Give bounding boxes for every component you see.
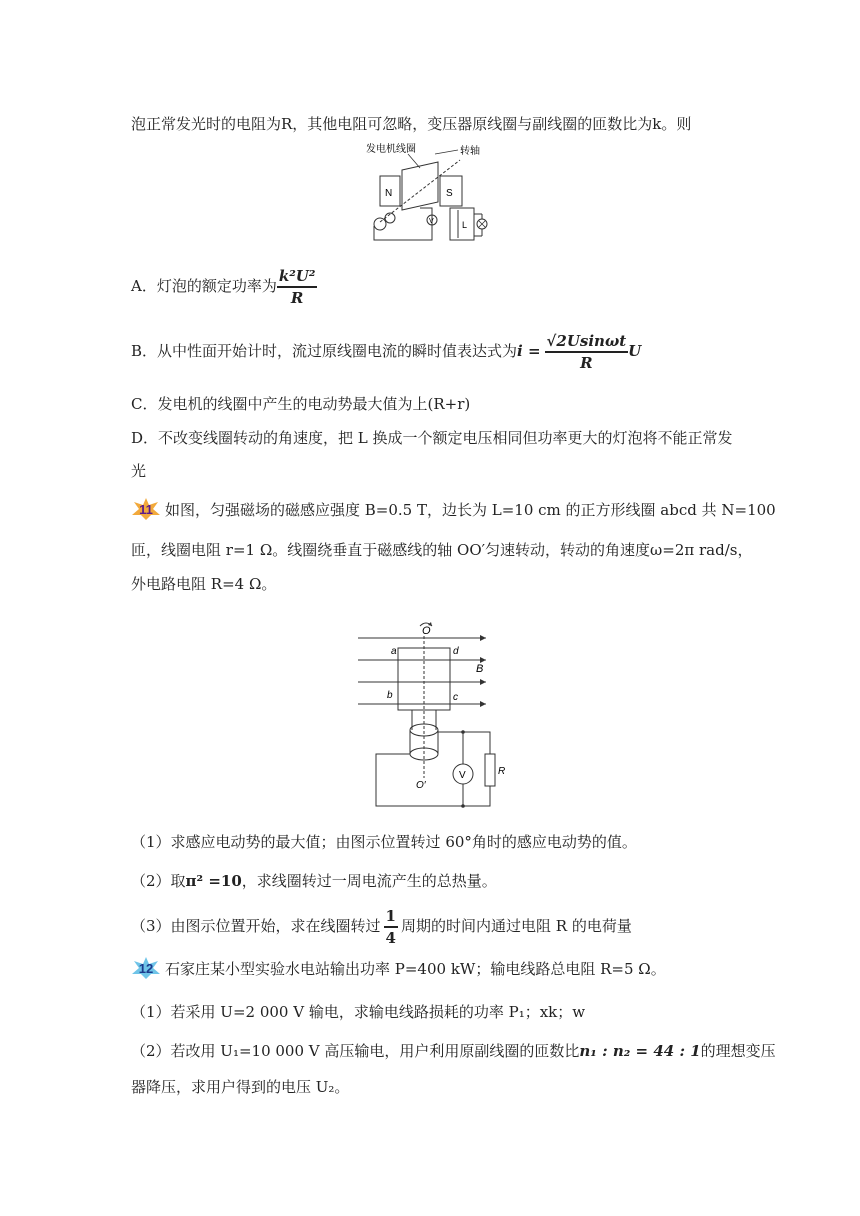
q12-line1 bbox=[131, 958, 666, 982]
fig2-v-label: V bbox=[459, 770, 466, 781]
option-b-numerator: √2Usinωt bbox=[545, 331, 629, 353]
option-a bbox=[131, 266, 317, 308]
q11-sub2-pre: （2）取 bbox=[131, 872, 186, 890]
fig2-d-label: d bbox=[453, 646, 459, 657]
option-b-denominator: R bbox=[580, 354, 593, 372]
fig2-c-label: c bbox=[453, 692, 458, 703]
option-a-numerator: k²U² bbox=[277, 266, 318, 288]
q12-badge-icon bbox=[131, 956, 161, 980]
q11-sub3 bbox=[131, 906, 632, 948]
fig2-o-prime-label: O′ bbox=[416, 780, 426, 791]
option-d-line2: 光 bbox=[131, 462, 147, 480]
fig1-coil-label: 发电机线圈 bbox=[366, 144, 416, 155]
fig1-s-label: S bbox=[446, 188, 453, 199]
option-c: C．发电机的线圈中产生的电动势最大值为上(R+r) bbox=[131, 395, 471, 413]
q11-sub3-denominator: 4 bbox=[385, 929, 396, 947]
q11-badge-icon bbox=[131, 497, 161, 521]
q12-sub2-pre: （2）若改用 U₁=10 000 V 高压输电，用户利用原副线圈的匝数比 bbox=[131, 1042, 580, 1060]
q11-line1 bbox=[131, 499, 776, 523]
option-b-fraction bbox=[545, 331, 629, 373]
option-a-text: A．灯泡的额定功率为 bbox=[131, 277, 277, 295]
q12-sub2-post: 的理想变压 bbox=[700, 1042, 776, 1060]
q11-sub3-numerator: 1 bbox=[384, 906, 398, 928]
q11-line1-text: 如图，匀强磁场的磁感应强度 B=0.5 T，边长为 L=10 cm 的正方形线圈 abcd 共 N=100 bbox=[165, 501, 776, 519]
option-b-text: B．从中性面开始计时，流过原线圈电流的瞬时值表达式为 bbox=[131, 342, 518, 360]
generator-figure bbox=[360, 140, 490, 248]
fig1-v-label: V bbox=[429, 218, 434, 225]
fig1-axis-label: 转轴 bbox=[460, 146, 480, 157]
option-a-denominator: R bbox=[290, 289, 304, 307]
fig2-r-label: R bbox=[498, 766, 506, 777]
q11-badge-number: 11 bbox=[139, 502, 153, 517]
q11-sub3-post: 周期的时间内通过电阻 R 的电荷量 bbox=[400, 917, 632, 935]
q12-sub2-math: n₁ : n₂ = 44 : 1 bbox=[579, 1042, 701, 1060]
q11-sub3-pre: （3）由图示位置开始，求在线圈转过 bbox=[131, 917, 381, 935]
fig2-b-field-label: B bbox=[476, 663, 484, 675]
option-d-line1: D．不改变线圈转动的角速度，把 L 换成一个额定电压相同但功率更大的灯泡将不能正常发 bbox=[131, 429, 733, 447]
q11-line3: 外电路电阻 R=4 Ω。 bbox=[131, 575, 277, 593]
q11-sub3-fraction bbox=[384, 906, 398, 948]
option-b-lhs: i = bbox=[517, 342, 541, 360]
fig1-l-label: L bbox=[462, 220, 468, 230]
option-b bbox=[131, 331, 641, 373]
q11-sub2-math: π² =10 bbox=[185, 872, 242, 890]
fig2-a-label: a bbox=[391, 646, 397, 657]
coil-field-figure bbox=[358, 618, 508, 810]
q12-line1-text: 石家庄某小型实验水电站输出功率 P=400 kW；输电线路总电阻 R=5 Ω。 bbox=[165, 960, 666, 978]
q12-badge-number: 12 bbox=[138, 961, 154, 976]
q11-line2: 匝，线圈电阻 r=1 Ω。线圈绕垂直于磁感线的轴 OO′匀速转动，转动的角速度ω=2π rad/s， bbox=[131, 541, 753, 559]
option-b-tail: U bbox=[628, 342, 642, 360]
option-a-fraction bbox=[277, 266, 318, 308]
q12-sub2-line2: 器降压，求用户得到的电压 U₂。 bbox=[131, 1078, 350, 1096]
intro-text: 泡正常发光时的电阻为R，其他电阻可忽略，变压器原线圈与副线圈的匝数比为k。则 bbox=[131, 115, 692, 133]
fig2-o-label: O bbox=[422, 625, 431, 637]
q12-sub1: （1）若采用 U=2 000 V 输电，求输电线路损耗的功率 P₁；xk；w bbox=[131, 1003, 586, 1021]
q11-sub1: （1）求感应电动势的最大值；由图示位置转过 60°角时的感应电动势的值。 bbox=[131, 833, 637, 851]
fig2-b-label: b bbox=[387, 690, 393, 701]
q12-sub2 bbox=[131, 1041, 776, 1061]
fig1-n-label: N bbox=[385, 188, 393, 199]
q11-sub2-post: ，求线圈转过一周电流产生的总热量。 bbox=[241, 872, 497, 890]
q11-sub2 bbox=[131, 871, 497, 891]
